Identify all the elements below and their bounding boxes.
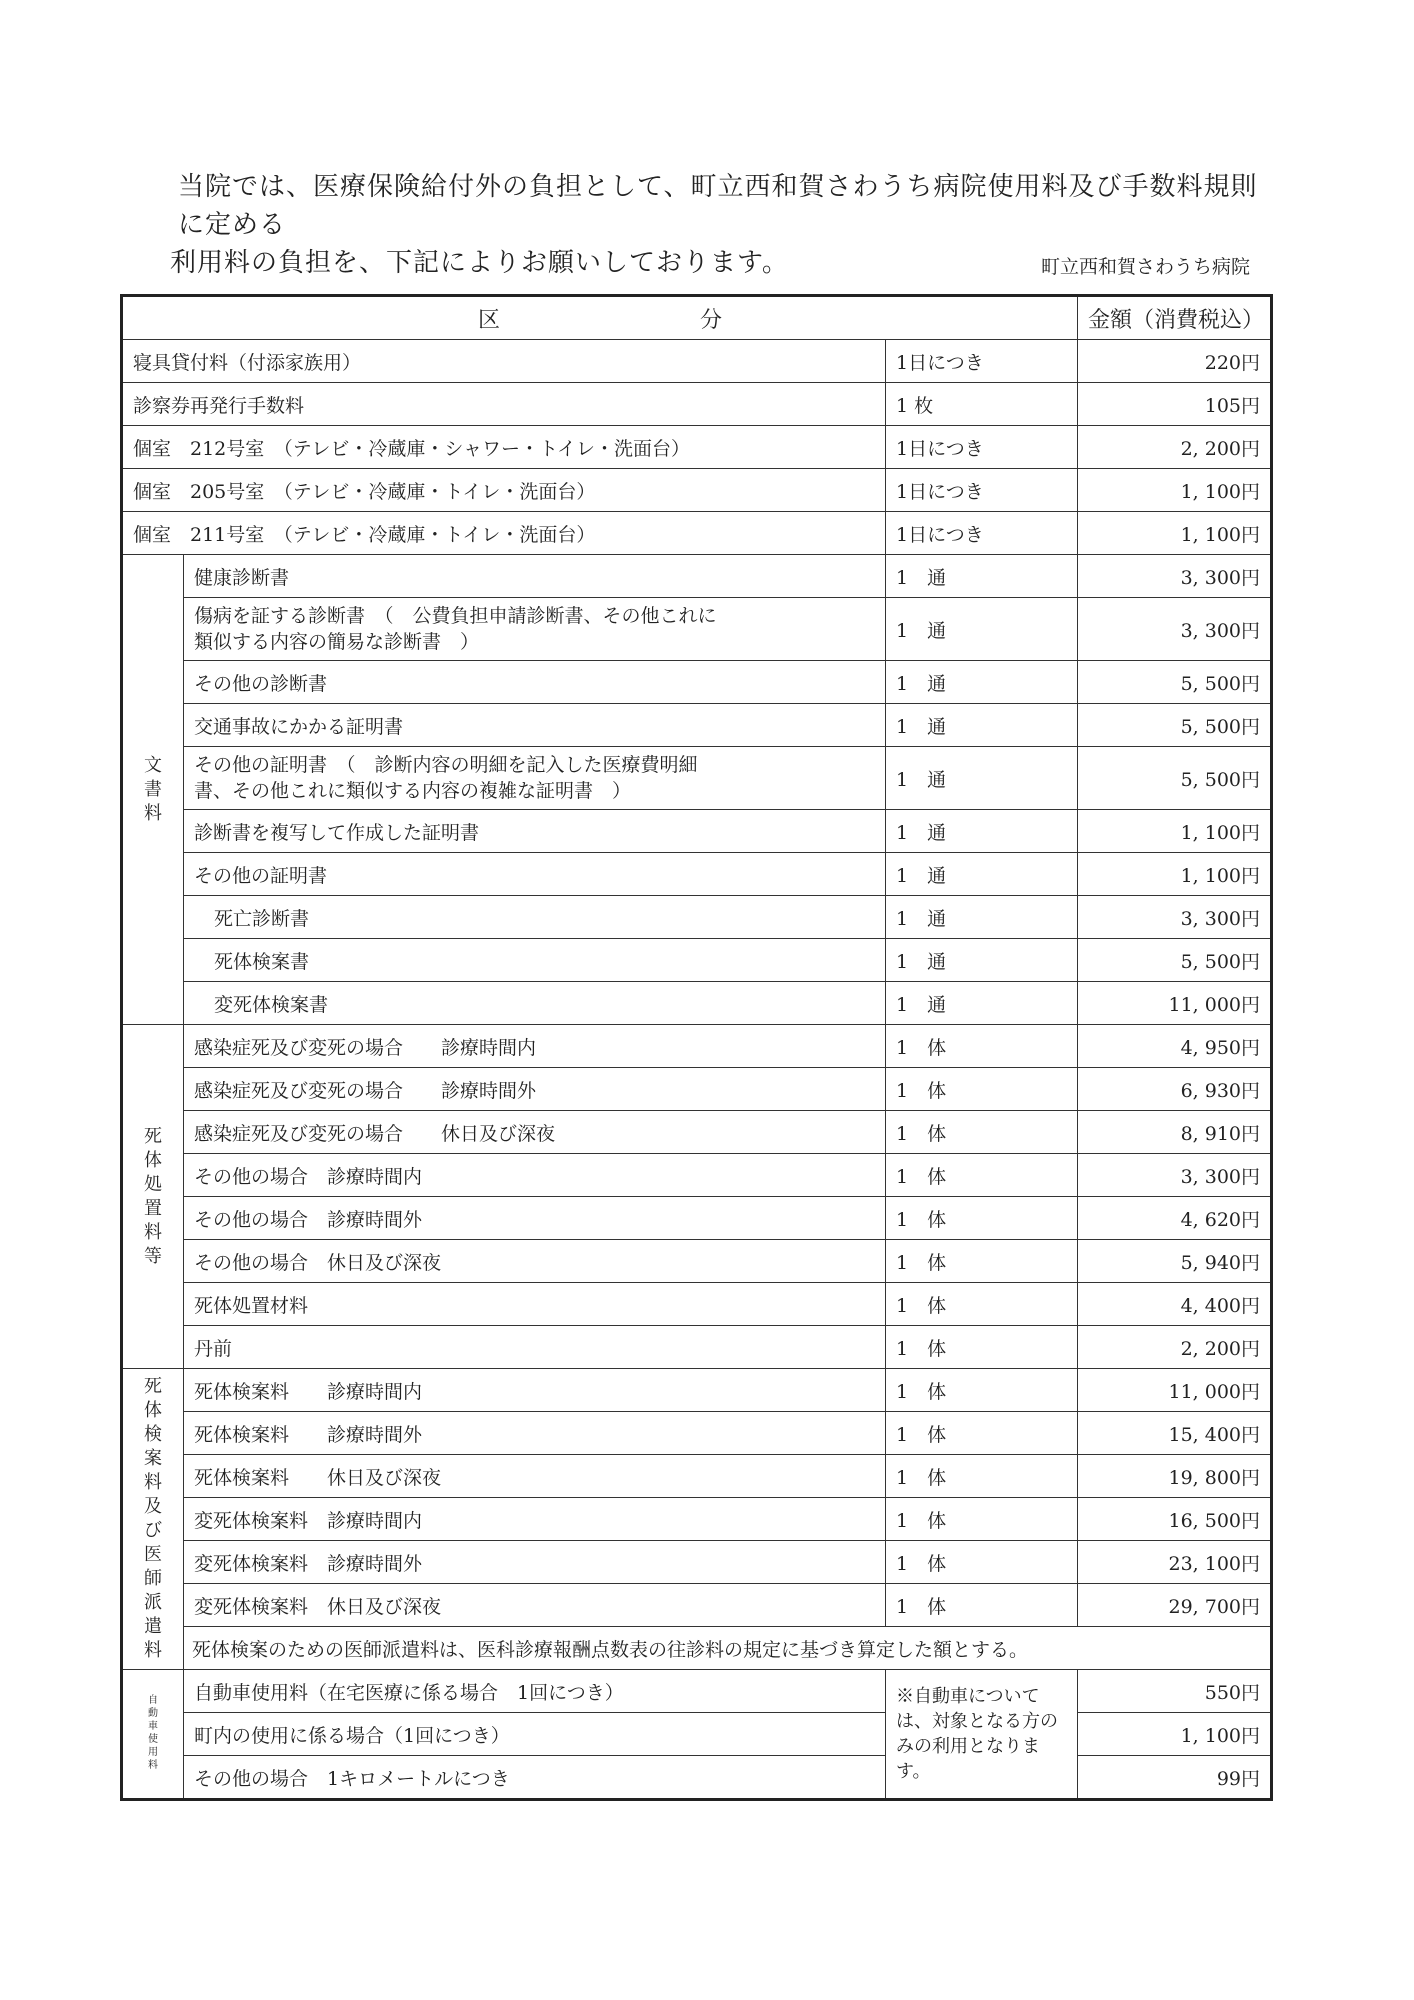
unit-cell: 1 枚 — [886, 383, 1078, 426]
amount-cell: 16, 500円 — [1078, 1498, 1272, 1541]
item-cell: 死体検案料 診療時間内 — [184, 1369, 886, 1412]
item-cell: 死体検案書 — [184, 939, 886, 982]
autopsy-note: 死体検案のための医師派遣料は、医科診療報酬点数表の往診料の規定に基づき算定した額とする。 — [184, 1627, 1272, 1670]
unit-cell: 1 体 — [886, 1455, 1078, 1498]
unit-cell: 1 体 — [886, 1068, 1078, 1111]
amount-cell: 11, 000円 — [1078, 1369, 1272, 1412]
amount-cell: 1, 100円 — [1078, 1713, 1272, 1756]
item-cell: 町内の使用に係る場合（1回につき） — [184, 1713, 886, 1756]
table-row — [122, 1369, 1272, 1412]
item-cell: 丹前 — [184, 1326, 886, 1369]
amount-cell: 4, 620円 — [1078, 1197, 1272, 1240]
item-cell: 死亡診断書 — [184, 896, 886, 939]
unit-cell: 1 通 — [886, 939, 1078, 982]
table-row — [122, 661, 1272, 704]
item-cell: 変死体検案料 診療時間内 — [184, 1498, 886, 1541]
table-header-row — [122, 296, 1272, 340]
table-row — [122, 1326, 1272, 1369]
table-row — [122, 1154, 1272, 1197]
amount-cell: 1, 100円 — [1078, 810, 1272, 853]
unit-cell: 1日につき — [886, 469, 1078, 512]
unit-cell: 1 通 — [886, 555, 1078, 598]
unit-cell: 1 通 — [886, 661, 1078, 704]
item-cell: その他の診断書 — [184, 661, 886, 704]
vehicle-note: ※自動車については、対象となる方のみの利用となります。 — [886, 1670, 1078, 1800]
amount-cell: 5, 500円 — [1078, 661, 1272, 704]
table-row — [122, 340, 1272, 383]
amount-cell: 105円 — [1078, 383, 1272, 426]
item-cell: 傷病を証する診断書 （ 公費負担申請診断書、その他これに 類似する内容の簡易な診断書 ） — [184, 598, 886, 661]
amount-cell: 11, 000円 — [1078, 982, 1272, 1025]
table-row — [122, 810, 1272, 853]
table-row — [122, 1111, 1272, 1154]
intro-line-1: 当院では、医療保険給付外の負担として、町立西和賀さわうち病院使用料及び手数料規則に定める — [178, 172, 1258, 240]
fee-table — [120, 294, 1273, 1801]
unit-cell: 1 通 — [886, 704, 1078, 747]
amount-cell: 3, 300円 — [1078, 598, 1272, 661]
amount-cell: 220円 — [1078, 340, 1272, 383]
amount-cell: 6, 930円 — [1078, 1068, 1272, 1111]
item-cell: 死体検案料 診療時間外 — [184, 1412, 886, 1455]
unit-cell: 1 体 — [886, 1326, 1078, 1369]
item-cell: 交通事故にかかる証明書 — [184, 704, 886, 747]
table-row — [122, 1670, 1272, 1713]
table-row — [122, 853, 1272, 896]
section-label-autopsy: 死体検案料及び医師派遣料 — [122, 1369, 184, 1670]
amount-cell: 4, 400円 — [1078, 1283, 1272, 1326]
unit-cell: 1 体 — [886, 1197, 1078, 1240]
unit-cell: 1 通 — [886, 853, 1078, 896]
item-cell: 感染症死及び変死の場合 診療時間内 — [184, 1025, 886, 1068]
item-cell: その他の場合 休日及び深夜 — [184, 1240, 886, 1283]
item-cell: 個室 205号室 （テレビ・冷蔵庫・トイレ・洗面台） — [122, 469, 886, 512]
unit-cell: 1 通 — [886, 598, 1078, 661]
table-row — [122, 982, 1272, 1025]
section-label-vehicle: 自動車使用料 — [122, 1670, 184, 1800]
item-cell: 健康診断書 — [184, 555, 886, 598]
hospital-name: 町立西和賀さわうち病院 — [1040, 256, 1250, 278]
table-row — [122, 1455, 1272, 1498]
amount-cell: 23, 100円 — [1078, 1541, 1272, 1584]
table-row — [122, 426, 1272, 469]
amount-cell: 5, 500円 — [1078, 704, 1272, 747]
item-cell: 寝具貸付料（付添家族用） — [122, 340, 886, 383]
amount-cell: 99円 — [1078, 1756, 1272, 1800]
table-row — [122, 1197, 1272, 1240]
item-cell: 個室 212号室 （テレビ・冷蔵庫・シャワー・トイレ・洗面台） — [122, 426, 886, 469]
unit-cell: 1 体 — [886, 1412, 1078, 1455]
section-label-documents: 文書料 — [122, 555, 184, 1025]
unit-cell: 1 体 — [886, 1240, 1078, 1283]
item-cell: 個室 211号室 （テレビ・冷蔵庫・トイレ・洗面台） — [122, 512, 886, 555]
item-cell: その他の証明書 — [184, 853, 886, 896]
unit-cell: 1 体 — [886, 1111, 1078, 1154]
unit-cell: 1日につき — [886, 340, 1078, 383]
table-row — [122, 1541, 1272, 1584]
item-cell: 死体処置材料 — [184, 1283, 886, 1326]
item-cell: 診察券再発行手数料 — [122, 383, 886, 426]
header-kubun: 区 分 — [122, 296, 1078, 340]
unit-cell: 1 体 — [886, 1498, 1078, 1541]
unit-cell: 1日につき — [886, 426, 1078, 469]
amount-cell: 4, 950円 — [1078, 1025, 1272, 1068]
unit-cell: 1 体 — [886, 1025, 1078, 1068]
unit-cell: 1 通 — [886, 747, 1078, 810]
item-cell: 変死体検案料 休日及び深夜 — [184, 1584, 886, 1627]
unit-cell: 1 通 — [886, 896, 1078, 939]
item-cell: その他の場合 診療時間外 — [184, 1197, 886, 1240]
amount-cell: 1, 100円 — [1078, 853, 1272, 896]
table-row — [122, 704, 1272, 747]
amount-cell: 5, 500円 — [1078, 747, 1272, 810]
table-row — [122, 512, 1272, 555]
amount-cell: 3, 300円 — [1078, 896, 1272, 939]
table-row — [122, 1756, 1272, 1800]
amount-cell: 3, 300円 — [1078, 1154, 1272, 1197]
amount-cell: 1, 100円 — [1078, 512, 1272, 555]
amount-cell: 29, 700円 — [1078, 1584, 1272, 1627]
header-amount: 金額（消費税込） — [1078, 296, 1272, 340]
section-label-body-care: 死体処置料等 — [122, 1025, 184, 1369]
item-cell: その他の場合 診療時間内 — [184, 1154, 886, 1197]
table-row — [122, 1412, 1272, 1455]
unit-cell: 1日につき — [886, 512, 1078, 555]
amount-cell: 15, 400円 — [1078, 1412, 1272, 1455]
table-row — [122, 1025, 1272, 1068]
table-row — [122, 1283, 1272, 1326]
table-row — [122, 1498, 1272, 1541]
amount-cell: 3, 300円 — [1078, 555, 1272, 598]
amount-cell: 5, 940円 — [1078, 1240, 1272, 1283]
amount-cell: 19, 800円 — [1078, 1455, 1272, 1498]
table-row — [122, 1713, 1272, 1756]
amount-cell: 2, 200円 — [1078, 426, 1272, 469]
table-row — [122, 1627, 1272, 1670]
unit-cell: 1 体 — [886, 1541, 1078, 1584]
amount-cell: 8, 910円 — [1078, 1111, 1272, 1154]
table-row — [122, 896, 1272, 939]
table-row — [122, 598, 1272, 661]
table-row — [122, 1068, 1272, 1111]
item-cell: 変死体検案書 — [184, 982, 886, 1025]
amount-cell: 550円 — [1078, 1670, 1272, 1713]
amount-cell: 2, 200円 — [1078, 1326, 1272, 1369]
table-row — [122, 555, 1272, 598]
table-row — [122, 747, 1272, 810]
amount-cell: 1, 100円 — [1078, 469, 1272, 512]
item-cell: 診断書を複写して作成した証明書 — [184, 810, 886, 853]
table-row — [122, 1584, 1272, 1627]
unit-cell: 1 体 — [886, 1369, 1078, 1412]
item-cell: その他の証明書 （ 診断内容の明細を記入した医療費明細 書、その他これに類似する内容の複雑な証明書 ） — [184, 747, 886, 810]
table-row — [122, 939, 1272, 982]
item-cell: 死体検案料 休日及び深夜 — [184, 1455, 886, 1498]
unit-cell: 1 体 — [886, 1584, 1078, 1627]
item-cell: 感染症死及び変死の場合 休日及び深夜 — [184, 1111, 886, 1154]
table-row — [122, 1240, 1272, 1283]
item-cell: 変死体検案料 診療時間外 — [184, 1541, 886, 1584]
unit-cell: 1 体 — [886, 1154, 1078, 1197]
unit-cell: 1 通 — [886, 810, 1078, 853]
table-row — [122, 383, 1272, 426]
amount-cell: 5, 500円 — [1078, 939, 1272, 982]
unit-cell: 1 体 — [886, 1283, 1078, 1326]
item-cell: その他の場合 1キロメートルにつき — [184, 1756, 886, 1800]
unit-cell: 1 通 — [886, 982, 1078, 1025]
intro-line-2: 利用料の負担を、下記によりお願いしております。 — [170, 248, 789, 278]
item-cell: 自動車使用料（在宅医療に係る場合 1回につき） — [184, 1670, 886, 1713]
table-row — [122, 469, 1272, 512]
item-cell: 感染症死及び変死の場合 診療時間外 — [184, 1068, 886, 1111]
